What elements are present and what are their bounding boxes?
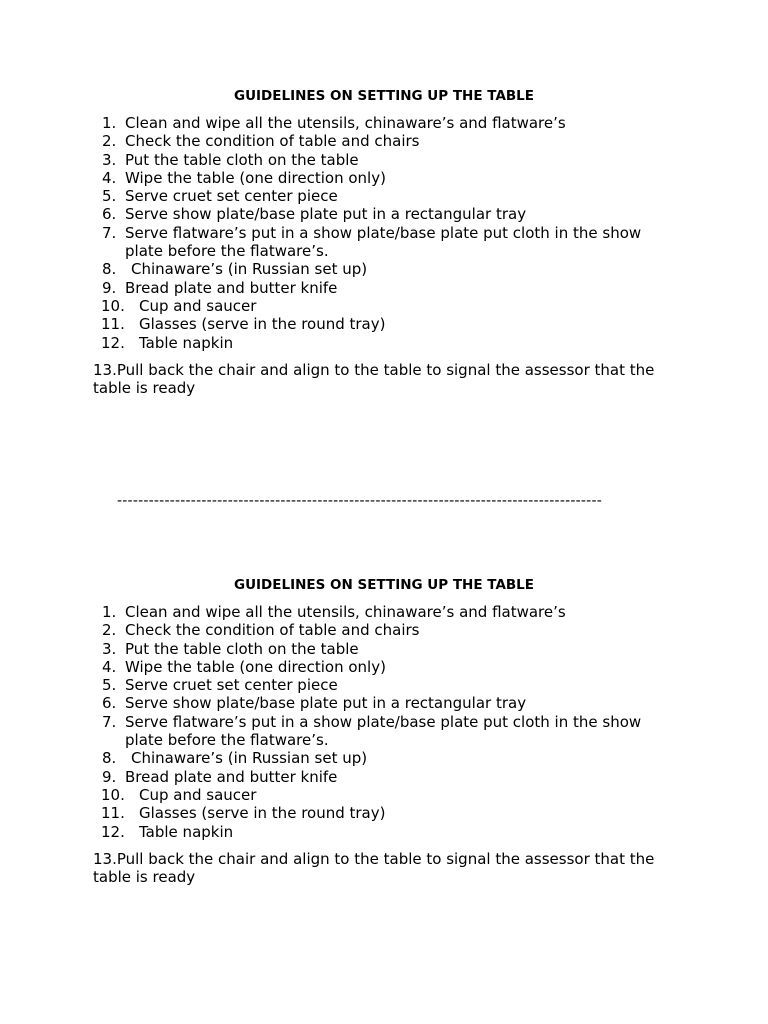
item-text: Wipe the table (one direction only) xyxy=(125,657,386,676)
item-number: 7. xyxy=(102,712,117,731)
item-text: Serve flatware’s put in a show plate/base plate put cloth in the show plate before the flatware’s. xyxy=(125,223,642,261)
item-text: Table napkin xyxy=(139,333,234,352)
item-text: Wipe the table (one direction only) xyxy=(125,168,386,187)
item-number: 3. xyxy=(102,150,117,169)
list-item xyxy=(0,297,768,315)
list-item xyxy=(0,658,768,676)
item-text: Put the table cloth on the table xyxy=(125,150,359,169)
item-text: Serve show plate/base plate put in a rectangular tray xyxy=(125,205,527,224)
item-text: Chinaware’s (in Russian set up) xyxy=(131,260,368,279)
item-text: Put the table cloth on the table xyxy=(125,639,359,658)
item-number: 5. xyxy=(102,187,117,206)
list-item xyxy=(0,694,768,712)
item-number: 7. xyxy=(102,223,117,242)
item-text: Clean and wipe all the utensils, chinaware’s and flatware’s xyxy=(125,114,566,132)
item-number: 9. xyxy=(102,278,117,297)
item-text: Bread plate and butter knife xyxy=(125,767,338,786)
item-text: Table napkin xyxy=(139,822,234,841)
item-text: Chinaware’s (in Russian set up) xyxy=(131,749,368,768)
list-item xyxy=(0,768,768,786)
item-number: 8. xyxy=(102,260,117,279)
list-item xyxy=(0,132,768,150)
guidelines-section-1 xyxy=(0,87,768,398)
list-item xyxy=(0,713,768,750)
list-item xyxy=(0,676,768,694)
item-number: 5. xyxy=(102,676,117,695)
list-item xyxy=(0,603,768,621)
item-text: Clean and wipe all the utensils, chinaware’s and flatware’s xyxy=(125,603,566,621)
section-title: GUIDELINES ON SETTING UP THE TABLE xyxy=(233,88,535,104)
list-item xyxy=(0,169,768,187)
item-text: Glasses (serve in the round tray) xyxy=(139,804,386,823)
list-item xyxy=(0,205,768,223)
list-item xyxy=(0,187,768,205)
section-title: GUIDELINES ON SETTING UP THE TABLE xyxy=(233,577,535,593)
item-number: 2. xyxy=(102,132,117,151)
item-text: Check the condition of table and chairs xyxy=(125,132,420,151)
item-number: 4. xyxy=(102,168,117,187)
guidelines-section-2 xyxy=(0,576,768,887)
item-number: 12. xyxy=(101,822,125,841)
item-number: 6. xyxy=(102,205,117,224)
list-item xyxy=(0,224,768,261)
final-instruction: 13.Pull back the chair and align to the table to signal the assessor that the table is ready xyxy=(93,360,655,398)
list-item xyxy=(0,823,768,841)
item-number: 10. xyxy=(101,296,125,315)
item-number: 9. xyxy=(102,767,117,786)
item-text: Cup and saucer xyxy=(139,785,257,804)
item-text: Serve flatware’s put in a show plate/base plate put cloth in the show plate before the flatware’s. xyxy=(125,712,642,750)
list-item xyxy=(0,260,768,278)
item-number: 1. xyxy=(102,114,117,132)
final-instruction: 13.Pull back the chair and align to the table to signal the assessor that the table is ready xyxy=(93,849,655,887)
item-number: 10. xyxy=(101,785,125,804)
list-item xyxy=(0,334,768,352)
item-number: 8. xyxy=(102,749,117,768)
list-item xyxy=(0,786,768,804)
list-item xyxy=(0,114,768,132)
item-text: Serve cruet set center piece xyxy=(125,187,338,206)
dashed-divider: -------------------------------------------------------------------------------------------- xyxy=(117,493,603,509)
item-number: 2. xyxy=(102,621,117,640)
item-number: 4. xyxy=(102,657,117,676)
item-number: 12. xyxy=(101,333,125,352)
list-item xyxy=(0,279,768,297)
item-number: 11. xyxy=(101,804,125,823)
list-item xyxy=(0,621,768,639)
list-item xyxy=(0,315,768,333)
item-number: 11. xyxy=(101,315,125,334)
guidelines-list xyxy=(0,603,768,841)
item-number: 1. xyxy=(102,603,117,621)
item-number: 3. xyxy=(102,639,117,658)
guidelines-list xyxy=(0,114,768,352)
list-item xyxy=(0,804,768,822)
item-text: Serve cruet set center piece xyxy=(125,676,338,695)
item-text: Bread plate and butter knife xyxy=(125,278,338,297)
list-item xyxy=(0,151,768,169)
item-text: Cup and saucer xyxy=(139,296,257,315)
list-item xyxy=(0,640,768,658)
item-text: Glasses (serve in the round tray) xyxy=(139,315,386,334)
item-text: Check the condition of table and chairs xyxy=(125,621,420,640)
item-number: 6. xyxy=(102,694,117,713)
list-item xyxy=(0,749,768,767)
item-text: Serve show plate/base plate put in a rectangular tray xyxy=(125,694,527,713)
